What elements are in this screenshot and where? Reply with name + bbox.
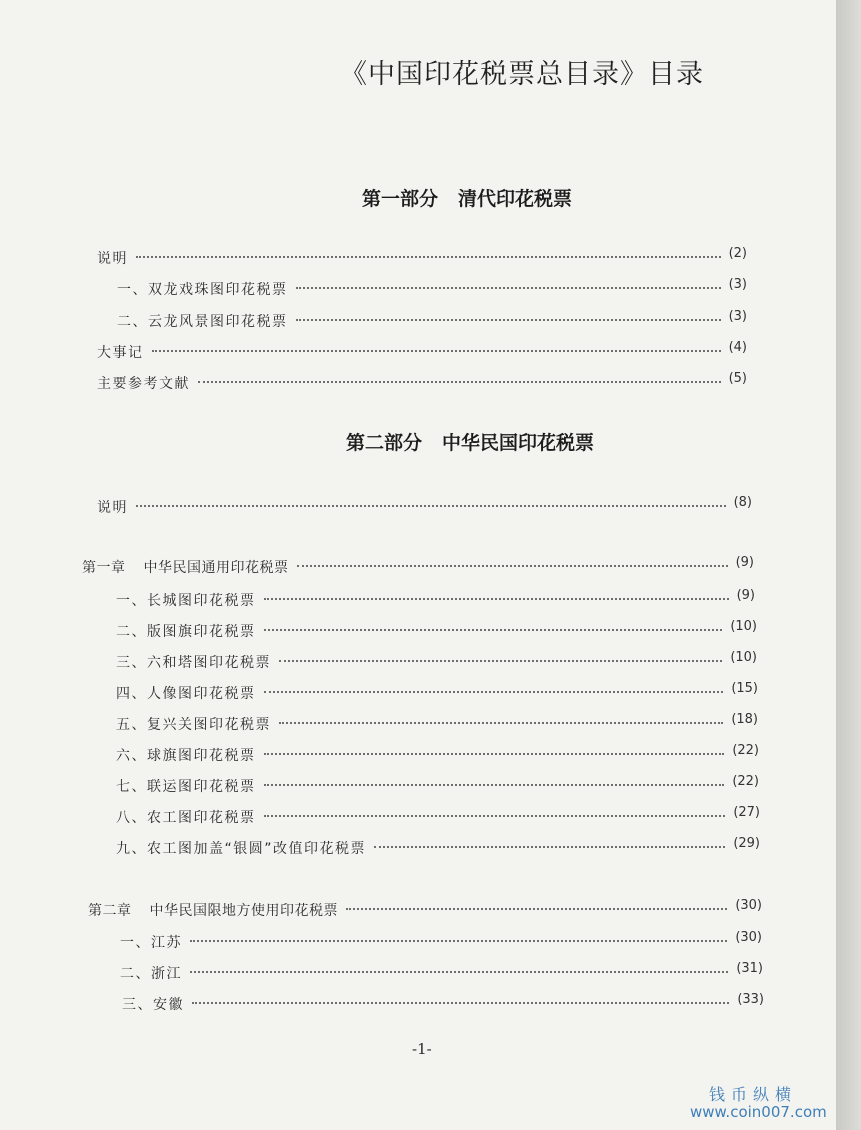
toc-entry[interactable] — [116, 652, 757, 672]
toc-entry-label: 二、版图旗印花税票 — [116, 624, 256, 640]
toc-entry-label: 八、农工图印花税票 — [116, 810, 256, 826]
toc-entry[interactable] — [116, 590, 755, 610]
toc-entry-label: 五、复兴关图印花税票 — [116, 717, 271, 733]
part2-label: 第二部分 — [346, 432, 423, 454]
leader-dots — [190, 971, 728, 973]
toc-entry-label: 七、联运图印花税票 — [116, 779, 256, 795]
part1-label: 第一部分 — [362, 188, 439, 210]
toc-entry-label: 大事记 — [97, 345, 144, 361]
toc-entry[interactable] — [116, 807, 760, 827]
toc-entry[interactable] — [116, 776, 759, 796]
toc-entry[interactable] — [122, 994, 764, 1014]
leader-dots — [136, 505, 726, 507]
toc-entry-label: 三、六和塔图印花税票 — [116, 655, 271, 671]
leader-dots — [279, 722, 723, 724]
toc-entry[interactable] — [97, 342, 747, 362]
toc-entry-label: 三、安徽 — [122, 997, 184, 1013]
leader-dots — [296, 287, 721, 289]
leader-dots — [264, 815, 726, 817]
toc-entry[interactable] — [116, 621, 757, 641]
toc-entry-page: (9) — [736, 588, 755, 603]
toc-entry[interactable] — [116, 838, 760, 858]
toc-entry[interactable] — [117, 279, 747, 299]
part1-heading — [362, 184, 572, 211]
leader-dots — [264, 629, 723, 631]
toc-entry-label: 说明 — [97, 500, 128, 516]
toc-entry-page: (2) — [728, 246, 747, 261]
toc-entry[interactable] — [97, 373, 747, 393]
leader-dots — [192, 1002, 729, 1004]
toc-entry[interactable] — [116, 745, 759, 765]
toc-entry-page: (15) — [731, 681, 758, 696]
toc-entry-page: (31) — [736, 961, 763, 976]
leader-dots — [346, 908, 727, 910]
leader-dots — [190, 940, 727, 942]
toc-entry-label: 一、双龙戏珠图印花税票 — [117, 282, 288, 298]
document-title: 《中国印花税票总目录》目录 — [340, 59, 704, 90]
toc-entry[interactable] — [116, 683, 758, 703]
part2-name: 中华民国印花税票 — [442, 432, 595, 454]
leader-dots — [136, 256, 721, 258]
toc-entry-page: (22) — [732, 743, 759, 758]
chapter-page: (30) — [735, 898, 762, 913]
leader-dots — [152, 350, 721, 352]
toc-entry-page: (8) — [733, 495, 752, 510]
leader-dots — [279, 660, 722, 662]
toc-entry-label: 一、江苏 — [120, 935, 182, 951]
watermark-text: 钱币纵横 — [709, 1085, 798, 1104]
part1-name: 清代印花税票 — [458, 188, 573, 210]
toc-entry-page: (10) — [730, 650, 757, 665]
leader-dots — [296, 319, 721, 321]
toc-entry-page: (27) — [733, 805, 760, 820]
toc-entry-page: (3) — [728, 309, 747, 324]
page-number: -1- — [412, 1040, 432, 1058]
chapter-name: 中华民国通用印花税票 — [143, 560, 289, 576]
leader-dots — [264, 753, 725, 755]
watermark-url: www.coin007.com — [690, 1103, 827, 1121]
leader-dots — [264, 784, 725, 786]
toc-entry-page: (30) — [735, 930, 762, 945]
toc-entry-label: 一、长城图印花税票 — [116, 593, 256, 609]
toc-entry[interactable] — [97, 497, 752, 517]
toc-entry-label: 六、球旗图印花税票 — [116, 748, 256, 764]
toc-entry-label: 主要参考文献 — [97, 376, 190, 392]
toc-entry-page: (5) — [728, 371, 747, 386]
toc-entry-page: (18) — [731, 712, 758, 727]
leader-dots — [264, 691, 724, 693]
chapter-name: 中华民国限地方使用印花税票 — [149, 903, 338, 919]
toc-entry-page: (29) — [733, 836, 760, 851]
toc-entry[interactable] — [117, 311, 747, 331]
toc-entry-page: (4) — [728, 340, 747, 355]
chapter-entry[interactable] — [82, 557, 754, 577]
toc-entry-label: 说明 — [97, 251, 128, 267]
toc-entry-page: (3) — [728, 277, 747, 292]
chapter-label: 第一章 — [82, 560, 126, 576]
toc-entry-label: 二、浙江 — [120, 966, 182, 982]
toc-entry[interactable] — [120, 963, 763, 983]
leader-dots — [297, 565, 728, 567]
part2-heading — [346, 428, 594, 455]
leader-dots — [264, 598, 729, 600]
chapter-page: (9) — [735, 555, 754, 570]
toc-entry-label: 二、云龙风景图印花税票 — [117, 314, 288, 330]
toc-entry[interactable] — [120, 932, 762, 952]
toc-entry-page: (10) — [730, 619, 757, 634]
toc-entry-label: 九、农工图加盖“银圆”改值印花税票 — [116, 841, 367, 857]
leader-dots — [374, 846, 725, 848]
toc-entry[interactable] — [116, 714, 758, 734]
toc-entry-page: (22) — [732, 774, 759, 789]
chapter-entry[interactable] — [88, 900, 762, 920]
page-edge-shadow — [836, 0, 861, 1130]
toc-entry[interactable] — [97, 248, 747, 268]
leader-dots — [198, 381, 721, 383]
toc-entry-label: 四、人像图印花税票 — [116, 686, 256, 702]
chapter-label: 第二章 — [88, 903, 132, 919]
toc-entry-page: (33) — [737, 992, 764, 1007]
